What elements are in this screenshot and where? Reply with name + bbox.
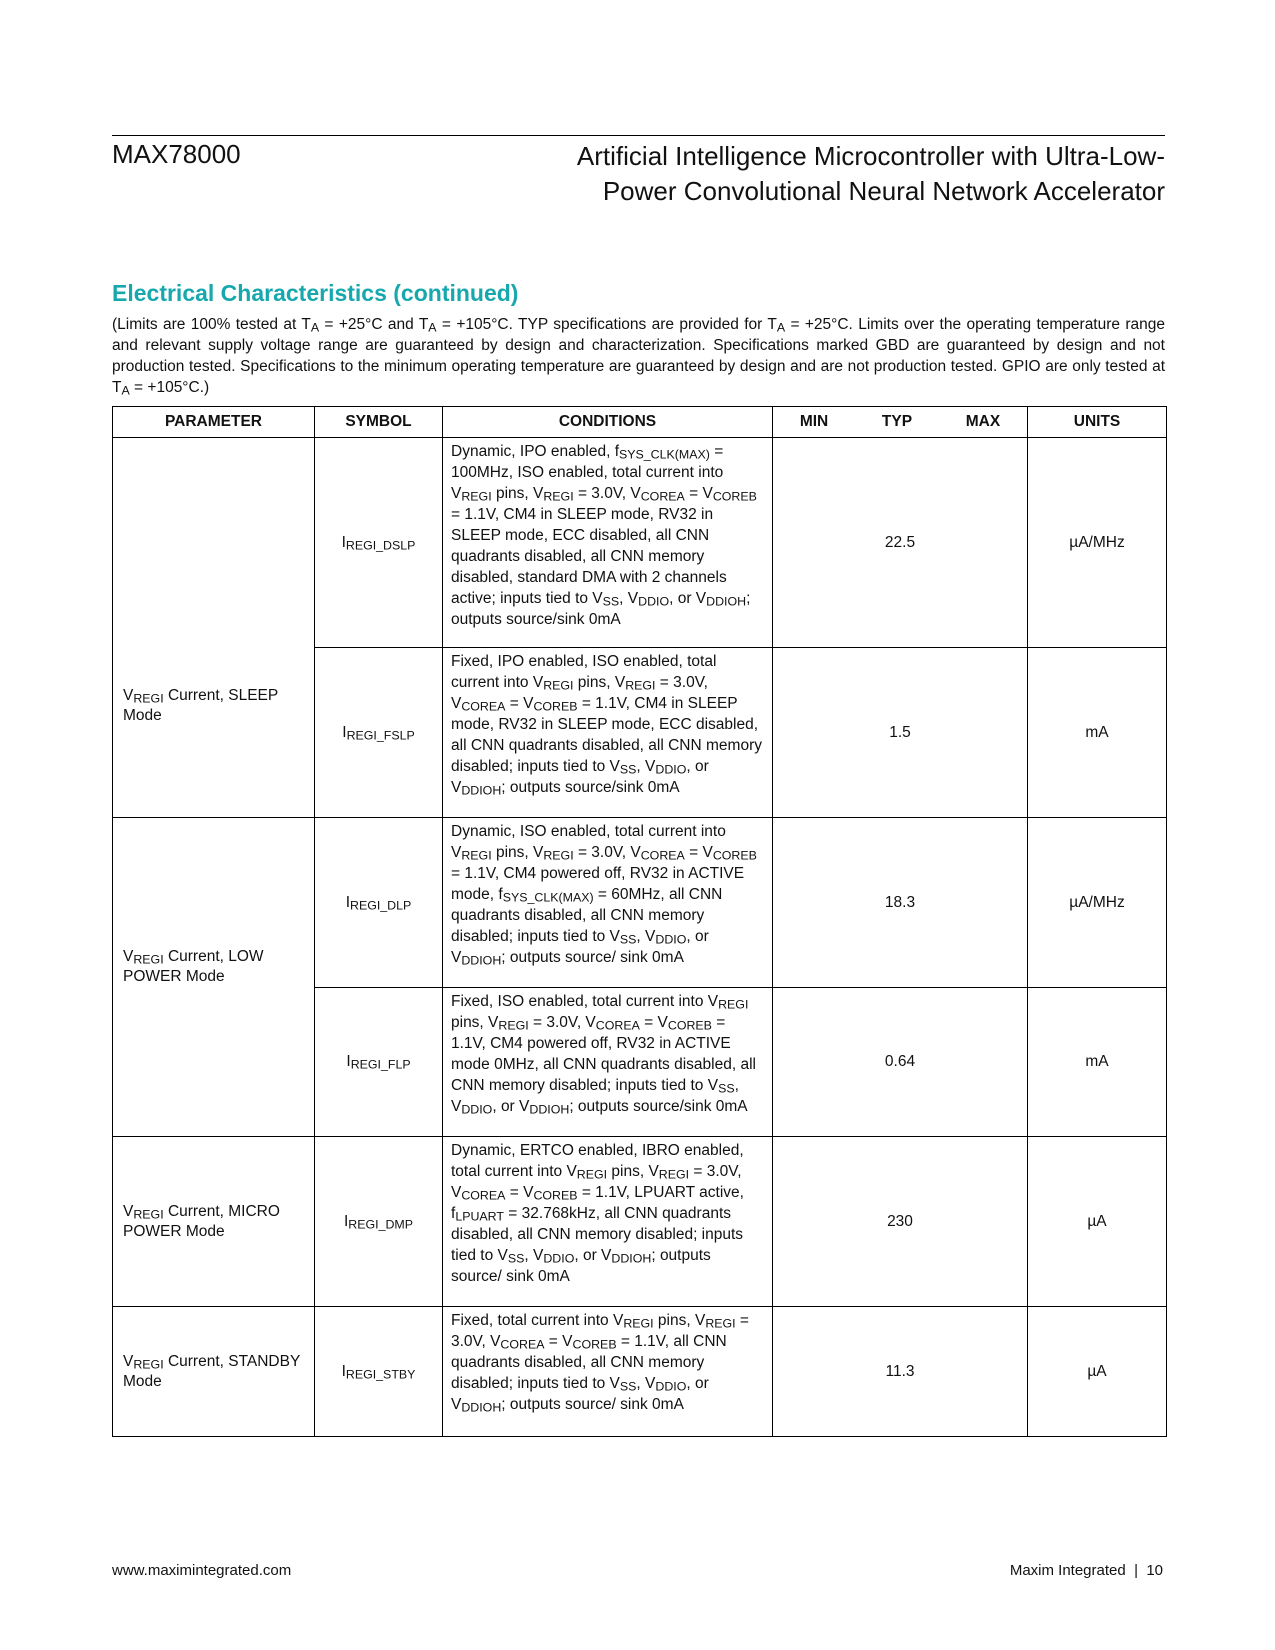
typ-value-cell: 1.5 bbox=[773, 648, 1028, 818]
units-cell: mA bbox=[1028, 988, 1167, 1137]
intro-paragraph: (Limits are 100% tested at $T_A = +25^\circ C$ and $T_A = +105^\circ C$. TYP specifications are provided for $T_A = +25^\circ C$. Limits over the operating temperature range and relevant supply voltage range are guaranteed by design and characterization. Specifications marked GBD are guaranteed by design and not production tested. Specifications to the minimum operating temperature are guaranteed by design and are not production tested. GPIO are only tested at $T_A = +105^\circ C$.) bbox=[112, 316, 1166, 398]
header-typ: TYP bbox=[881, 413, 913, 430]
header-min: MIN bbox=[799, 413, 829, 430]
document-title bbox=[445, 139, 1165, 209]
symbol-cell: $I_{REGI\_FLP}$ bbox=[315, 988, 443, 1137]
table-row bbox=[113, 1307, 1167, 1437]
table-row bbox=[113, 1137, 1167, 1307]
footer-website-link[interactable]: www.maximintegrated.com bbox=[112, 1562, 292, 1579]
conditions-cell: Fixed, total current into $V_{REGI}$ pins, $V_{REGI} = 3.0V$, $V_{COREA} = V_{COREB} = 1.1V$, all CNN quadrants disabled, all CNN memory disabled; inputs tied to $V_{SS}$, $V_{DDIO}$, or $V_{DDIOH}$; outputs source/ sink 0mA bbox=[443, 1307, 773, 1437]
typ-value-cell: 11.3 bbox=[773, 1307, 1028, 1437]
units-cell: µA/MHz bbox=[1028, 438, 1167, 648]
footer-separator: | bbox=[1134, 1562, 1138, 1579]
conditions-cell: Dynamic, ERTCO enabled, IBRO enabled, total current into $V_{REGI}$ pins, $V_{REGI} = 3.0V$, $V_{COREA} = V_{COREB} = 1.1V$, LPUART active, $f_{LPUART} = 32.768kHz$, all CNN quadrants disabled, all CNN memory disabled; inputs tied to $V_{SS}$, $V_{DDIO}$, or $V_{DDIOH}$; outputs source/ sink 0mA bbox=[443, 1137, 773, 1307]
footer-page-info bbox=[1010, 1562, 1163, 1579]
table-row bbox=[113, 438, 1167, 648]
electrical-characteristics-table bbox=[112, 406, 1167, 1437]
units-cell: µA/MHz bbox=[1028, 818, 1167, 988]
typ-value-cell: 22.5 bbox=[773, 438, 1028, 648]
typ-value-cell: 18.3 bbox=[773, 818, 1028, 988]
table-row bbox=[113, 818, 1167, 988]
conditions-cell: Dynamic, ISO enabled, total current into $V_{REGI}$ pins, $V_{REGI} = 3.0V$, $V_{COREA} = V_{COREB} = 1.1V$, CM4 powered off, RV32 in ACTIVE mode, $f_{SYS\_CLK(MAX)} = 60MHz$, all CNN quadrants disabled, all CNN memory disabled; inputs tied to $V_{SS}$, $V_{DDIO}$, or $V_{DDIOH}$; outputs source/ sink 0mA bbox=[443, 818, 773, 988]
part-number: MAX78000 bbox=[112, 139, 241, 169]
document-title-line2: Power Convolutional Neural Network Accelerator bbox=[602, 176, 1165, 206]
units-cell: µA bbox=[1028, 1307, 1167, 1437]
conditions-cell: Fixed, ISO enabled, total current into $V_{REGI}$ pins, $V_{REGI} = 3.0V$, $V_{COREA} = V_{COREB} = 1.1V$, CM4 powered off, RV32 in ACTIVE mode 0MHz, all CNN quadrants disabled, all CNN memory disabled; inputs tied to $V_{SS}$, $V_{DDIO}$, or $V_{DDIOH}$; outputs source/sink 0mA bbox=[443, 988, 773, 1137]
header-parameter: PARAMETER bbox=[113, 407, 315, 438]
footer-company: Maxim Integrated bbox=[1009, 1562, 1126, 1579]
header-min-typ-max bbox=[773, 407, 1028, 438]
parameter-cell: $V_{REGI}$ Current, STANDBY Mode bbox=[113, 1307, 315, 1437]
typ-value-cell: 230 bbox=[773, 1137, 1028, 1307]
units-cell: µA bbox=[1028, 1137, 1167, 1307]
footer-page-number: 10 bbox=[1146, 1562, 1163, 1579]
header-symbol: SYMBOL bbox=[315, 407, 443, 438]
header-units: UNITS bbox=[1028, 407, 1167, 438]
symbol-cell: $I_{REGI\_DSLP}$ bbox=[315, 438, 443, 648]
table-header-row bbox=[113, 407, 1167, 438]
units-cell: mA bbox=[1028, 648, 1167, 818]
header-rule bbox=[112, 135, 1165, 136]
parameter-cell: $V_{REGI}$ Current, SLEEP Mode bbox=[113, 438, 315, 818]
symbol-cell: $I_{REGI\_DMP}$ bbox=[315, 1137, 443, 1307]
header-max: MAX bbox=[965, 413, 1001, 430]
symbol-cell: $I_{REGI\_DLP}$ bbox=[315, 818, 443, 988]
conditions-cell: Dynamic, IPO enabled, $f_{SYS\_CLK(MAX)} = 100MHz$, ISO enabled, total current into $V_{REGI}$ pins, $V_{REGI} = 3.0V$, $V_{COREA} = V_{COREB} = 1.1V$, CM4 in SLEEP mode, RV32 in SLEEP mode, ECC disabled, all CNN quadrants disabled, all CNN memory disabled, standard DMA with 2 channels active; inputs tied to $V_{SS}$, $V_{DDIO}$, or $V_{DDIOH}$; outputs source/sink 0mA bbox=[443, 438, 773, 648]
symbol-cell: $I_{REGI\_FSLP}$ bbox=[315, 648, 443, 818]
section-heading: Electrical Characteristics (continued) bbox=[112, 280, 519, 306]
symbol-cell: $I_{REGI\_STBY}$ bbox=[315, 1307, 443, 1437]
conditions-cell: Fixed, IPO enabled, ISO enabled, total current into $V_{REGI}$ pins, $V_{REGI} = 3.0V$, $V_{COREA} = V_{COREB} = 1.1V$, CM4 in SLEEP mode, RV32 in SLEEP mode, ECC disabled, all CNN quadrants disabled, all CNN memory disabled; inputs tied to $V_{SS}$, $V_{DDIO}$, or $V_{DDIOH}$; outputs source/sink 0mA bbox=[443, 648, 773, 818]
parameter-cell: $V_{REGI}$ Current, MICRO POWER Mode bbox=[113, 1137, 315, 1307]
parameter-cell: $V_{REGI}$ Current, LOW POWER Mode bbox=[113, 818, 315, 1137]
document-title-line1: Artificial Intelligence Microcontroller with Ultra-Low- bbox=[576, 141, 1165, 171]
typ-value-cell: 0.64 bbox=[773, 988, 1028, 1137]
header-conditions: CONDITIONS bbox=[443, 407, 773, 438]
